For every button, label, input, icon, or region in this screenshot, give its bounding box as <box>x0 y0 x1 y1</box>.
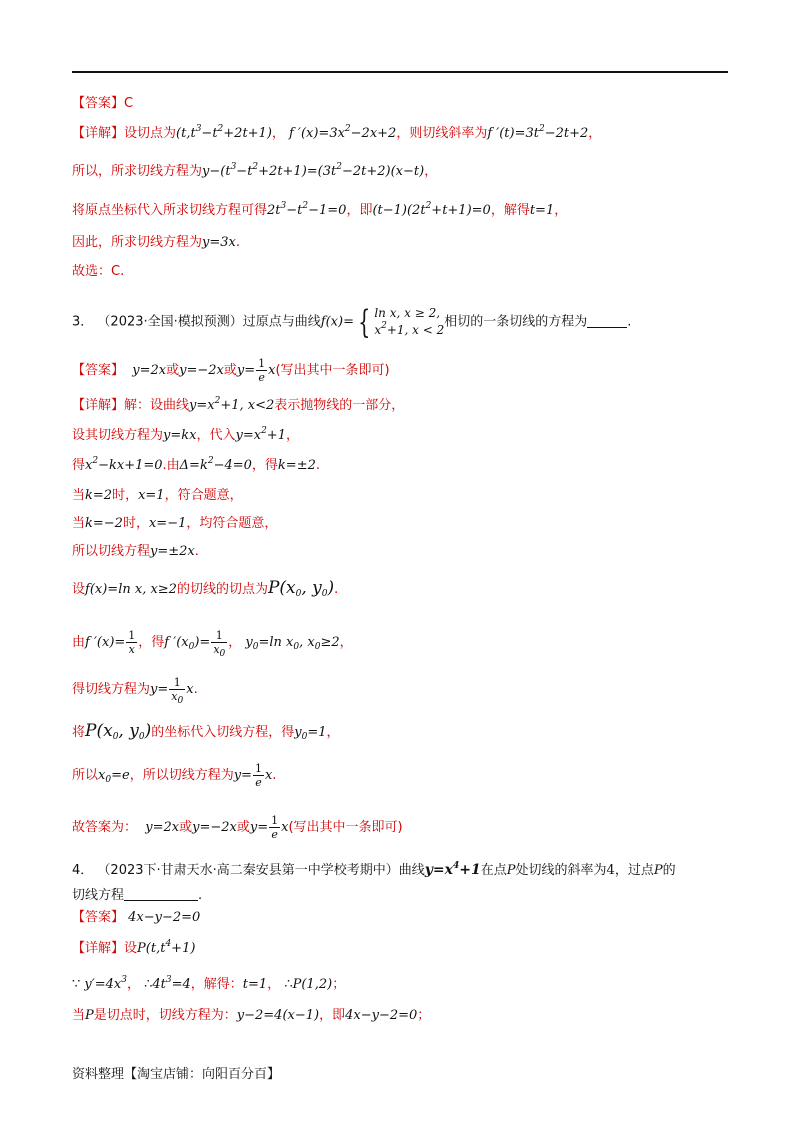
detail-4-line-3: 当P是切点时，切线方程为：y−2=4(x−1)，即4x−y−2=0； <box>72 1008 431 1023</box>
detail-line-4: 因此，所求切线方程为y=3x. <box>72 235 240 250</box>
detail-3-line-10: 将$P(x_0$, $y_0$)的坐标代入切线方程，得$y_0=1$， <box>72 721 340 742</box>
detail-3-line-9: 得切线方程为y= $\frac{1}{x_0}$ x. <box>72 676 198 706</box>
detail-4-line-2: ∵ $y'=4x^3$， $\therefore 4t^3=4$，解得：t=1， ∴P(1,2)； <box>72 975 346 992</box>
question-4-line-2: 切线方程 . <box>72 888 203 903</box>
detail-line-2: 所以，所求切线方程为$y-(t^3-t^2+2t+1)=(3t^2-2t+2)(x-t)$， <box>72 162 438 179</box>
detail-3-line-7: 设f(x)=ln x, x≥2的切线的切点为$P(x_0$, $y_0$). <box>72 578 339 599</box>
detail-3-line-1: 【详解】解：设曲线$y=x^2+1$, x<2表示抛物线的一部分， <box>72 396 405 413</box>
detail-line-3: 将原点坐标代入所求切线方程可得$2t^3-t^2-1=0$，即$(t-1)(2t^2+t+1)=0$，解得t=1， <box>72 201 568 218</box>
detail-3-line-5: 当k=−2时，x=−1，均符合题意， <box>72 516 278 531</box>
answer-line: 【答案】C <box>72 96 134 111</box>
detail-3-line-2: 设其切线方程为y=kx，代入$y=x^2+1$， <box>72 426 299 443</box>
detail-4-line-1: 【详解】设$P(t,t^4+1)$ <box>72 939 196 956</box>
top-rule <box>72 71 728 73</box>
answer-4: 【答案】 4x−y−2=0 <box>72 910 201 925</box>
detail-3-line-11: 所以$x_0=e$，所以切线方程为y= $\frac{1}{e}$ x. <box>72 762 277 789</box>
detail-3-line-3: 得$x^2-kx+1=0$.由$\Delta=k^2-4=0$，得k=±2. <box>72 456 320 473</box>
footer-note: 资料整理【淘宝店铺：向阳百分百】 <box>72 1067 281 1082</box>
detail-3-line-6: 所以切线方程y=±2x. <box>72 544 199 559</box>
detail-3-line-12: 故答案为： y=2x或y=−2x或y= $\frac{1}{e}$ x(写出其中一条即可) <box>72 814 403 841</box>
detail-line-1: 【详解】设切点为$(t,t^3-t^2+2t+1)$， f $'(x)=3x^2-2x+2$，则切线斜率为f $'(t)=3t^2-2t+2$， <box>72 124 602 141</box>
question-3: 3． （2023·全国·模拟预测）过原点与曲线f(x)= { ln x, x ≥ 2, $x^2+1$, x < 2相切的一条切线的方程为 . <box>72 303 632 341</box>
detail-3-line-8: 由f ′(x)= $\frac{1}{x}$ ，得f $'(x_0)=$ $\frac{1}{x_0}$ ， $y_0=\ln$ $x_0$, $x_0\ge 2$， <box>72 629 353 659</box>
question-4-line-1: 4． （2023下·甘肃天水·高二秦安县第一中学校考期中）曲线$y=x^4+1$在点P处切线的斜率为4，过点P的 <box>72 861 676 878</box>
detail-3-line-4: 当k=2时，x=1，符合题意， <box>72 488 243 503</box>
detail-line-5: 故选：C. <box>72 264 125 279</box>
answer-3: 【答案】 y=2x或y=−2x或y= $\frac{1}{e}$ x(写出其中一条即可) <box>72 357 390 384</box>
